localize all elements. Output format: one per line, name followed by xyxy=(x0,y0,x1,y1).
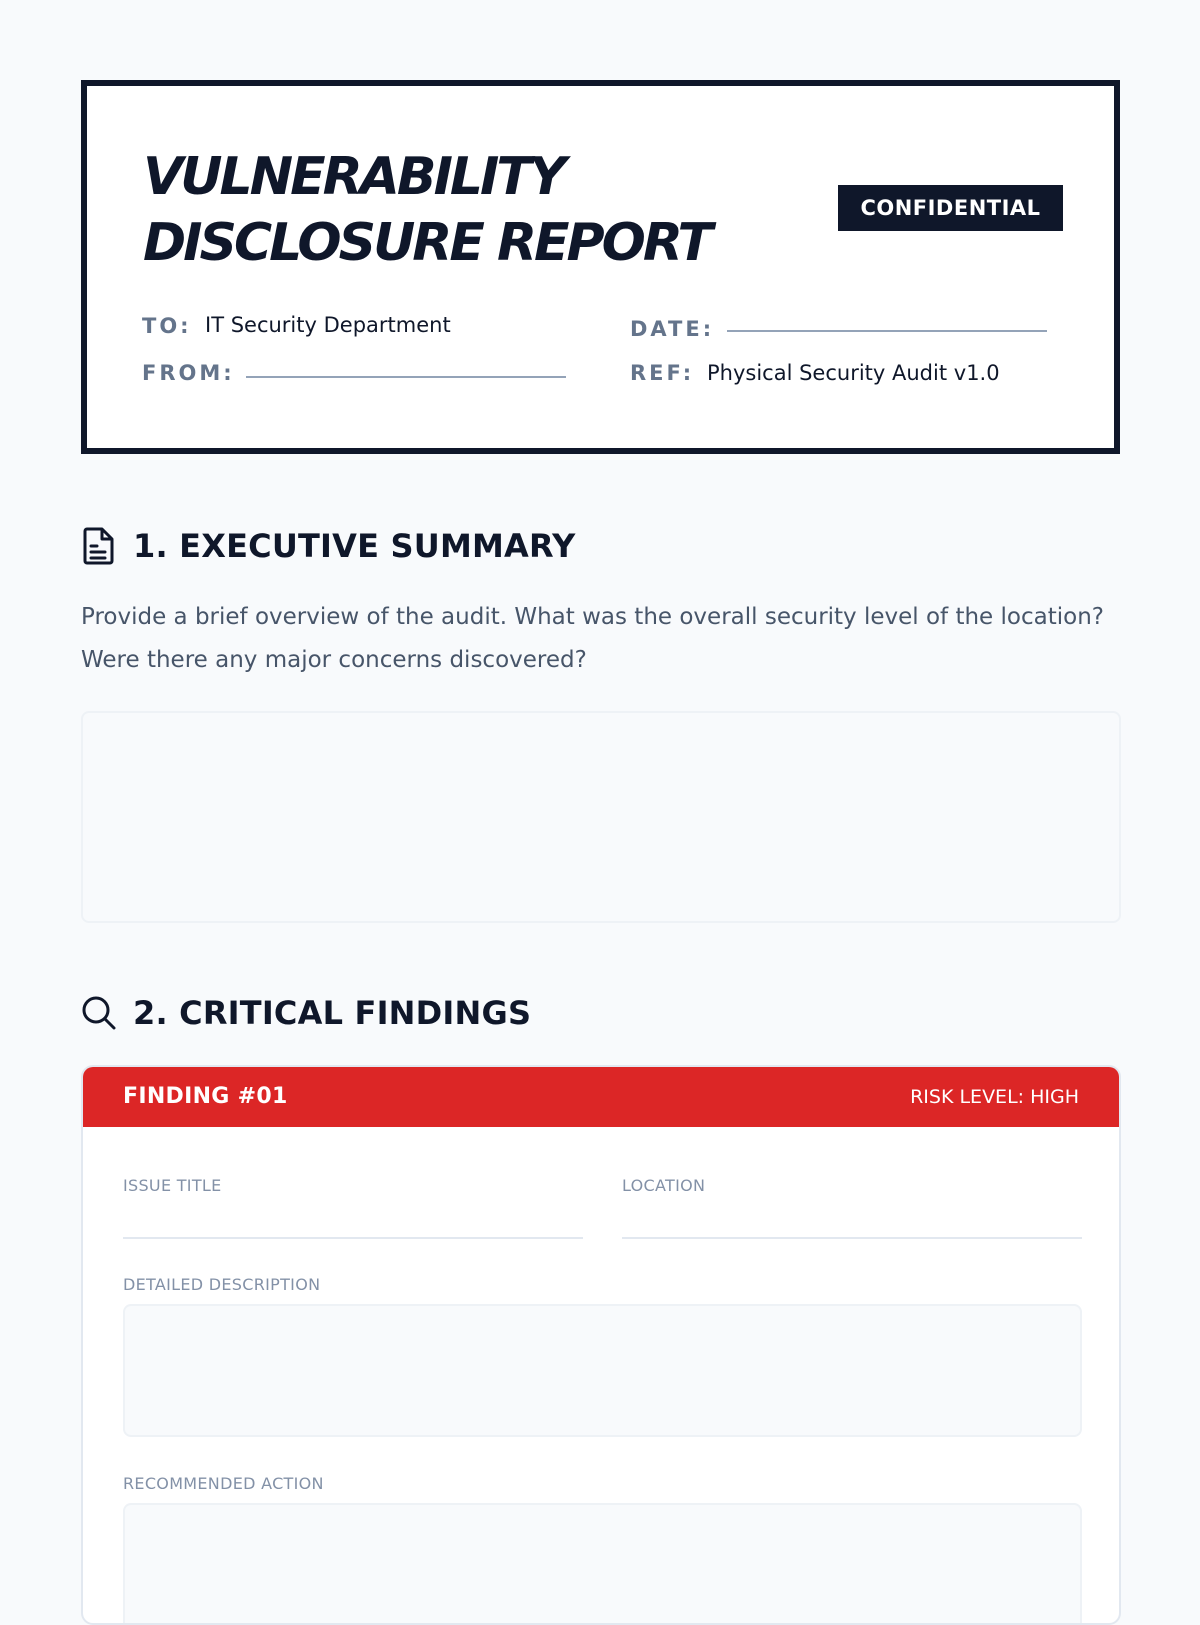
document-icon xyxy=(81,526,121,566)
issue-title-label: ISSUE TITLE xyxy=(123,1176,222,1195)
report-title-line1: VULNERABILITY xyxy=(143,147,564,207)
executive-summary-prompt: Provide a brief overview of the audit. What was the overall security level of the location? Were there any major concerns discovered? xyxy=(81,604,1104,673)
recommended-action-textarea[interactable] xyxy=(123,1503,1082,1625)
finding-header xyxy=(83,1067,1119,1127)
finding-title: FINDING #01 xyxy=(123,1084,288,1109)
recommended-action-label: RECOMMENDED ACTION xyxy=(123,1474,324,1493)
description-label: DETAILED DESCRIPTION xyxy=(123,1275,321,1294)
location-label: LOCATION xyxy=(622,1176,706,1195)
report-header xyxy=(81,80,1120,454)
description-textarea[interactable] xyxy=(123,1304,1082,1437)
ref-value: Physical Security Audit v1.0 xyxy=(707,361,1000,385)
risk-level: RISK LEVEL: HIGH xyxy=(910,1086,1079,1108)
confidential-badge: CONFIDENTIAL xyxy=(838,185,1063,231)
issue-title-field[interactable] xyxy=(123,1237,583,1239)
location-field[interactable] xyxy=(622,1237,1082,1239)
from-label: FROM: xyxy=(142,361,235,385)
executive-summary-heading xyxy=(81,526,575,566)
date-label: DATE: xyxy=(630,317,715,341)
from-field[interactable] xyxy=(246,376,566,378)
date-field[interactable] xyxy=(727,330,1047,332)
finding-card xyxy=(81,1065,1121,1625)
to-label: TO: xyxy=(142,314,192,338)
to-value: IT Security Department xyxy=(205,313,451,337)
critical-findings-title: 2. CRITICAL FINDINGS xyxy=(133,994,532,1032)
search-icon xyxy=(81,993,121,1033)
executive-summary-title: 1. EXECUTIVE SUMMARY xyxy=(133,527,576,565)
executive-summary-textarea[interactable] xyxy=(81,711,1121,923)
report-title xyxy=(143,144,710,276)
report-title-line2: DISCLOSURE REPORT xyxy=(143,213,711,273)
critical-findings-heading xyxy=(81,993,531,1033)
ref-label: REF: xyxy=(630,361,695,385)
